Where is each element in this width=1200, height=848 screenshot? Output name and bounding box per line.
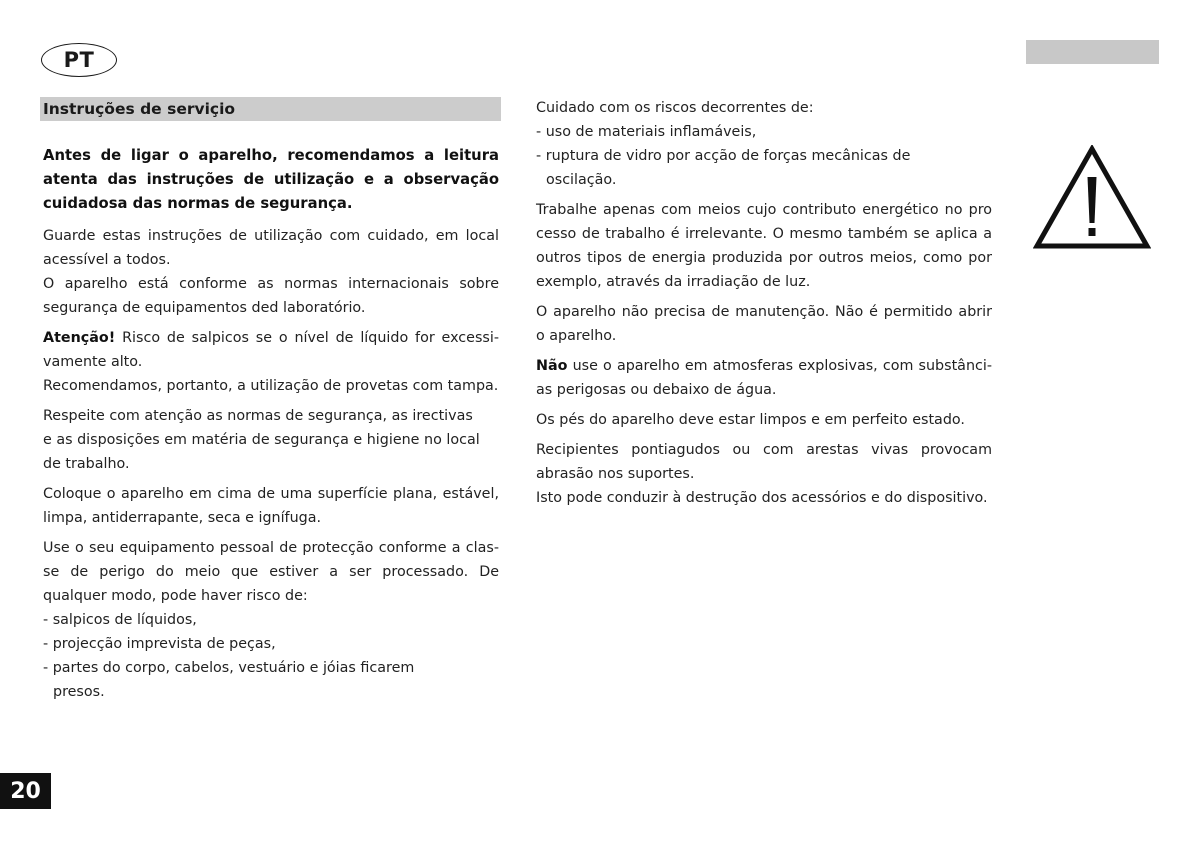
ppe-text: Use o seu equipamento pessoal de protecção conforme a clas-se de perigo do meio que estiver a ser processado. De qualquer modo, pode haver risco de: — [43, 540, 499, 604]
safety-rules-paragraph — [43, 404, 499, 476]
caution-paragraph — [536, 96, 992, 192]
attention-text: Risco de salpicos se o nível de líquido for excessi-vamente alto. — [43, 330, 499, 370]
header-tab-bar — [1026, 40, 1159, 64]
explosive-warning-paragraph — [536, 354, 992, 402]
language-badge — [41, 43, 117, 77]
keep-instructions-paragraph — [43, 224, 499, 320]
feet-paragraph: Os pés do aparelho deve estar limpos e em perfeito estado. — [536, 412, 965, 428]
caution-intro: Cuidado com os riscos decorrentes de: — [536, 100, 814, 116]
language-code: PT — [63, 48, 95, 72]
safety-line: de trabalho. — [43, 456, 130, 472]
risk-list-item: - partes do corpo, cabelos, vestuário e jóias ficarem — [43, 660, 415, 676]
intro-paragraph: Antes de ligar o aparelho, recomendamos a leitura atenta das instruções de utilização e a observação cuidadosa das normas de segurança. — [43, 147, 499, 212]
keep-instructions-text: Guarde estas instruções de utilização com cuidado, em local acessível a todos. — [43, 228, 499, 268]
placement-paragraph: Coloque o aparelho em cima de uma superfície plana, estável, limpa, antiderrapante, seca e ignífuga. — [43, 486, 499, 526]
risk-list-item: - projecção imprevista de peças, — [43, 636, 276, 652]
attention-label: Atenção! — [43, 330, 116, 346]
ppe-paragraph — [43, 536, 499, 704]
no-text: use o aparelho em atmosferas explosivas, com substânci-as perigosas ou debaixo de água. — [536, 358, 992, 398]
caution-list-item: - ruptura de vidro por acção de forças mecânicas de — [536, 148, 911, 164]
safety-line: e as disposições em matéria de segurança e higiene no local — [43, 432, 480, 448]
sharp-objects-paragraph — [536, 438, 992, 510]
caution-list-item: - uso de materiais inflamáveis, — [536, 124, 757, 140]
caution-list-item-continuation: oscilação. — [546, 172, 617, 188]
no-label: Não — [536, 358, 568, 374]
page-number: 20 — [0, 773, 51, 809]
maintenance-paragraph: O aparelho não precisa de manutenção. Não é permitido abrir o aparelho. — [536, 304, 992, 344]
destruction-text: Isto pode conduzir à destrução dos acessórios e do dispositivo. — [536, 490, 988, 506]
attention-recommend-text: Recomendamos, portanto, a utilização de provetas com tampa. — [43, 378, 499, 394]
risk-list-item: - salpicos de líquidos, — [43, 612, 197, 628]
attention-paragraph — [43, 326, 499, 398]
section-title: Instruções de serviçio — [40, 97, 501, 121]
sharp-objects-text: Recipientes pontiagudos ou com arestas vivas provocam abrasão nos suportes. — [536, 442, 992, 482]
energy-paragraph: Trabalhe apenas com meios cujo contributo energético no pro cesso de trabalho é irrelevante. O mesmo também se aplica a outros tipos de energia produzida por outros meios, como por exemplo, através da irradiação de luz. — [536, 202, 992, 290]
attention-line — [43, 326, 499, 374]
conformity-text: O aparelho está conforme as normas internacionais sobre segurança de equipamentos ded laboratório. — [43, 276, 499, 316]
warning-triangle-icon — [1033, 145, 1151, 251]
safety-line: Respeite com atenção as normas de segurança, as irectivas — [43, 408, 473, 424]
risk-list-item-continuation: presos. — [53, 684, 105, 700]
right-column — [536, 96, 992, 516]
left-column — [43, 144, 499, 710]
